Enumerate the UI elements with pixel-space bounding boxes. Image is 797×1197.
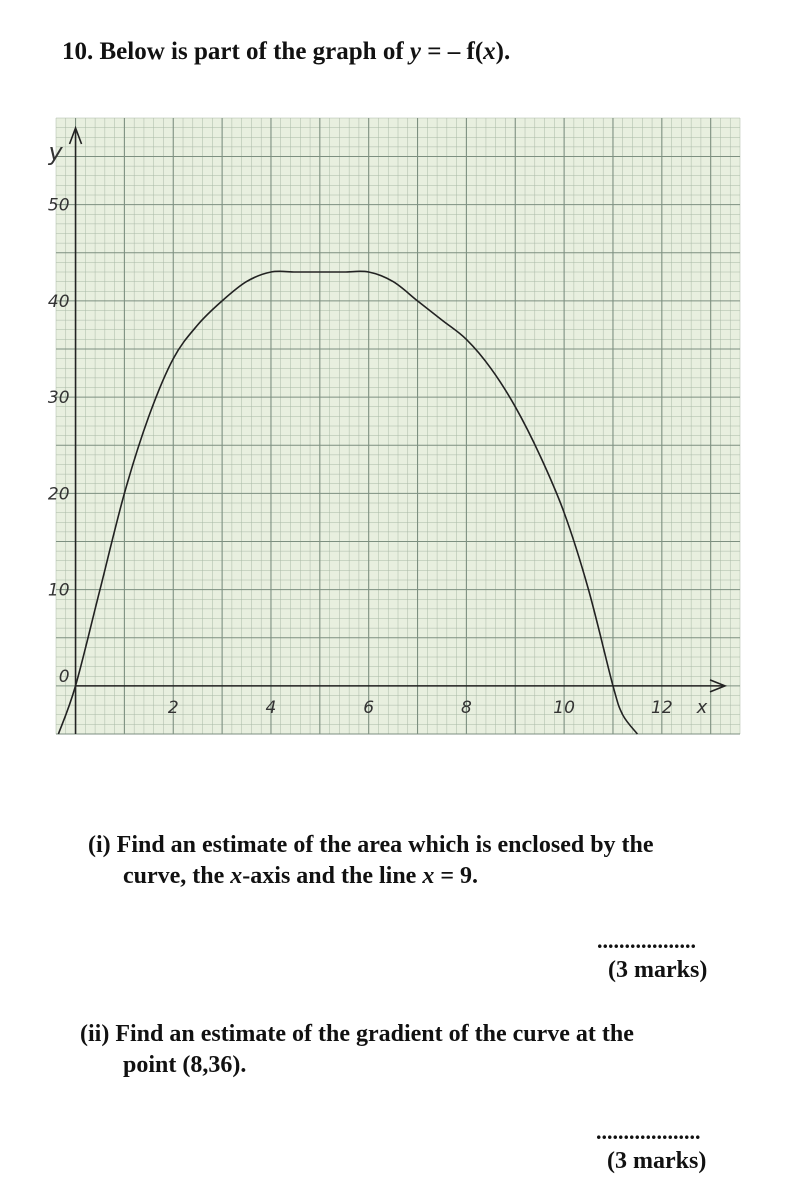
marks-i: (3 marks)	[608, 957, 708, 983]
y-tick-label: 20	[47, 484, 70, 505]
x-tick-label: 10	[553, 697, 575, 718]
part-ii-label: (ii)	[80, 1021, 110, 1047]
y-tick-label: 40	[47, 291, 70, 312]
part-ii-question	[80, 1019, 760, 1081]
part-i-question	[88, 830, 748, 892]
y-axis-label: y	[48, 138, 63, 166]
equation-end: ).	[495, 38, 511, 65]
equation-y: y	[409, 38, 422, 65]
part-i-x-var-2: x	[422, 863, 435, 889]
part-i-line2-b: -axis and the line	[242, 863, 423, 889]
y-tick-label: 10	[47, 580, 70, 601]
answer-space-ii[interactable]: ...................	[596, 1119, 701, 1144]
y-tick-label: 50	[47, 195, 70, 216]
part-i-line2-c: = 9.	[434, 863, 479, 889]
question-number: 10.	[62, 38, 94, 65]
x-tick-label: 12	[651, 697, 673, 718]
part-ii-line1: Find an estimate of the gradient of the curve at the	[115, 1021, 634, 1047]
x-tick-label: 8	[460, 697, 472, 718]
x-tick-label: 2	[167, 697, 179, 718]
equation-middle: = – f(	[421, 38, 484, 65]
x-axis-label: x	[696, 696, 708, 718]
part-i-line2-a: curve, the	[123, 863, 231, 889]
part-i-line1: Find an estimate of the area which is enclosed by the	[116, 832, 654, 858]
part-i-x-var: x	[230, 863, 243, 889]
y-tick-label: 0	[58, 666, 70, 687]
question-text: Below is part of the graph of	[99, 38, 404, 65]
equation-x: x	[483, 38, 496, 65]
graph-paper-chart	[47, 118, 740, 734]
part-i-label: (i)	[88, 832, 111, 858]
x-tick-label: 4	[265, 697, 277, 718]
marks-ii: (3 marks)	[607, 1148, 707, 1174]
answer-space-i[interactable]: ..................	[597, 928, 696, 953]
question-title	[62, 38, 510, 66]
x-tick-label: 6	[363, 697, 375, 718]
part-ii-line2: point (8,36).	[123, 1052, 247, 1078]
y-tick-label: 30	[47, 388, 70, 409]
